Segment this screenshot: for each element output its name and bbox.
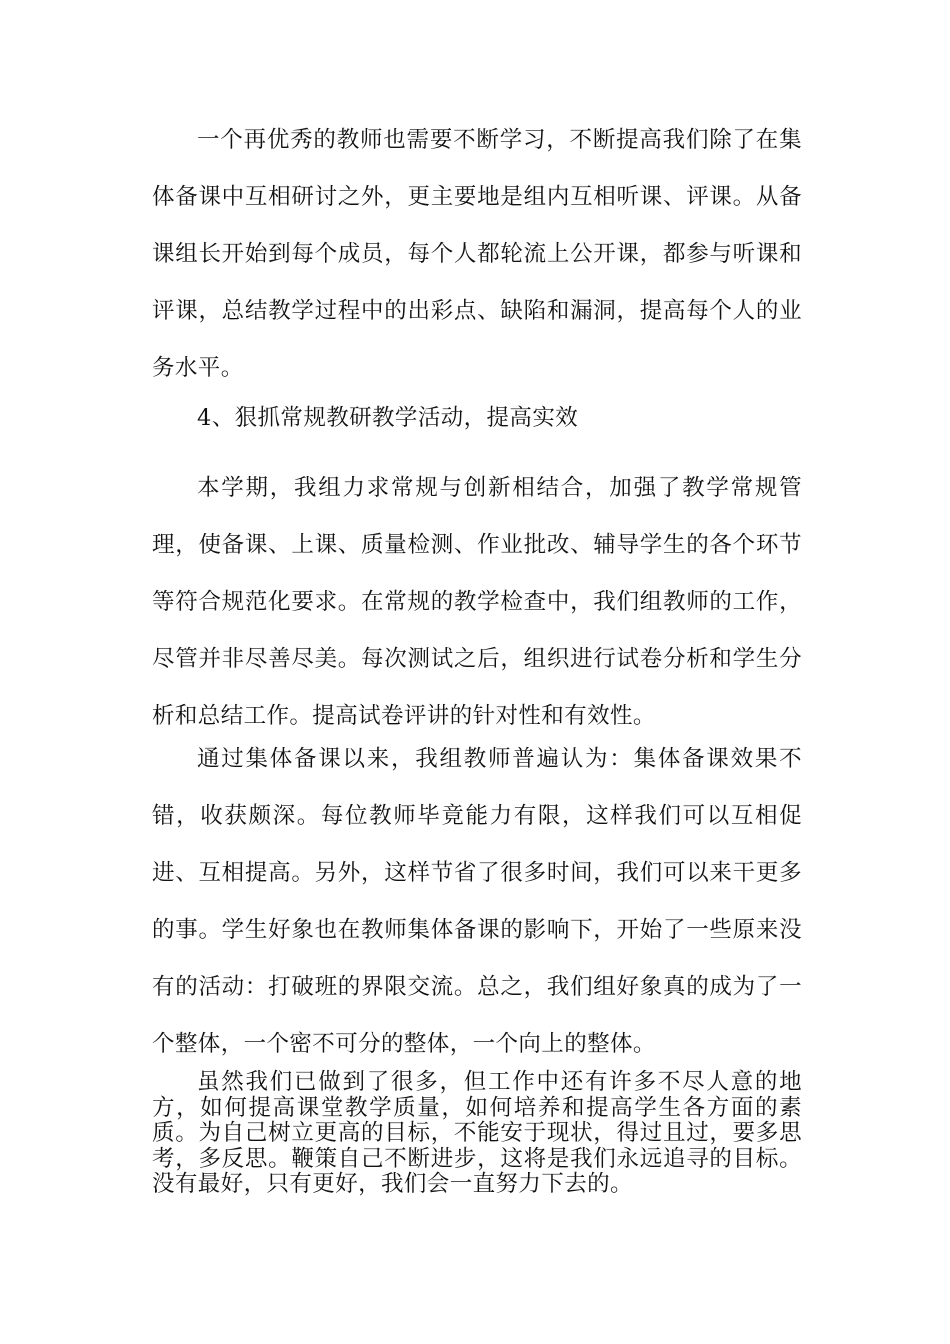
paragraph-routine-management: 本学期，我组力求常规与创新相结合，加强了教学常规管理，使备课、上课、质量检测、作业批改、辅导学生的各个环节等符合规范化要求。在常规的教学检查中，我们组教师的工作，尽管并非尽善尽美。每次测试之后，组织进行试卷分析和学生分析和总结工作。提高试卷评讲的针对性和有效性。 xyxy=(152,475,802,729)
section-heading-4: 4、狠抓常规教研教学活动，提高实效 xyxy=(197,405,579,431)
paragraph-conclusion: 虽然我们已做到了很多，但工作中还有许多不尽人意的地方，如何提高课堂教学质量，如何培养和提高学生各方面的素质。为自己树立更高的目标，不能安于现状，得过且过，要多思考，多反思。鞭策自己不断进步，这将是我们永远追寻的目标。没有最好，只有更好，我们会一直努力下去的。 xyxy=(152,1069,802,1197)
paragraph-peer-observation: 一个再优秀的教师也需要不断学习，不断提高我们除了在集体备课中互相研讨之外，更主要地是组内互相听课、评课。从备课组长开始到每个成员，每个人都轮流上公开课，都参与听课和评课，总结教学过程中的出彩点、缺陷和漏洞，提高每个人的业务水平。 xyxy=(152,127,802,381)
paragraph-collective-lesson-prep: 通过集体备课以来，我组教师普遍认为：集体备课效果不错，收获颇深。每位教师毕竟能力有限，这样我们可以互相促进、互相提高。另外，这样节省了很多时间，我们可以来干更多的事。学生好象也在教师集体备课的影响下，开始了一些原来没有的活动：打破班的界限交流。总之，我们组好象真的成为了一个整体，一个密不可分的整体，一个向上的整体。 xyxy=(152,746,802,1057)
